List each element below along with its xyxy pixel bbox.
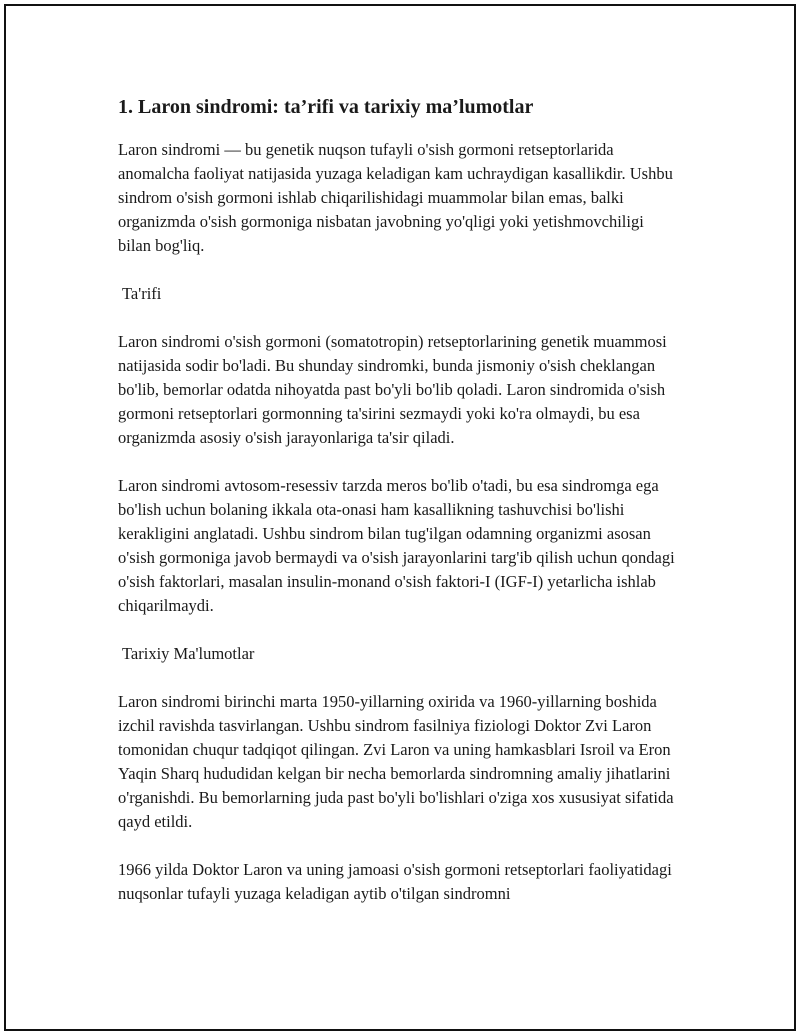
history-paragraph-1: Laron sindromi birinchi marta 1950-yillarning oxirida va 1960-yillarning boshida izchil ravishda tasvirlangan. Ushbu sindrom fasilniya fiziologi Doktor Zvi Laron tomonidan chuqur tadqiqot qilingan. Zvi Laron va uning hamkasblari Isroil va Eron Yaqin Sharq hududidan kelgan bir necha bemorlarda sindromning amaliy jihatlarini o'rganishdi. Bu bemorlarning juda past bo'yli bo'lishlari o'ziga xos xususiyat sifatida qayd etildi. <box>118 692 674 831</box>
definition-paragraph-2: Laron sindromi avtosom-resessiv tarzda meros bo'lib o'tadi, bu esa sindromga ega bo'lish uchun bolaning ikkala ota-onasi ham kasallikning tashuvchisi bo'lishi kerakligini anglatadi. Ushbu sindrom bilan tug'ilgan odamning organizmi asosan o'sish gormoniga javob bermaydi va o'sish jarayonlarini targ'ib qilish uchun qondagi o'sish faktorlari, masalan insulin-monand o'sish faktori-I (IGF-I) yetarlicha ishlab chiqarilmaydi. <box>118 476 675 615</box>
definition-paragraph-1: Laron sindromi o'sish gormoni (somatotropin) retseptorlarining genetik muammosi natijasida sodir bo'ladi. Bu shunday sindromki, bunda jismoniy o'sish cheklangan bo'lib, bemorlar odatda nihoyatda past bo'yli bo'lib qoladi. Laron sindromida o'sish gormoni retseptorlari gormonning ta'sirini sezmaydi yoki ko'ra olmaydi, bu esa organizmda asosiy o'sish jarayonlariga ta'sir qiladi. <box>118 332 667 447</box>
section-heading-definition: Ta'rifi <box>122 284 162 303</box>
history-paragraph-2: 1966 yilda Doktor Laron va uning jamoasi o'sish gormoni retseptorlari faoliyatidagi nuqsonlar tufayli yuzaga keladigan aytib o'tilgan sindromni <box>118 860 672 903</box>
document-page <box>4 4 796 1031</box>
document-body <box>118 92 678 930</box>
document-title: 1. Laron sindromi: ta’rifi va tarixiy ma’lumotlar <box>118 96 534 118</box>
intro-paragraph: Laron sindromi — bu genetik nuqson tufayli o'sish gormoni retseptorlarida anomalcha faoliyat natijasida yuzaga keladigan kam uchraydigan kasallikdir. Ushbu sindrom o'sish gormoni ishlab chiqarilishidagi muammolar bilan emas, balki organizmda o'sish gormoniga nisbatan javobning yo'qligi yoki yetishmovchiligi bilan bog'liq. <box>118 140 673 255</box>
section-heading-history: Tarixiy Ma'lumotlar <box>122 644 255 663</box>
